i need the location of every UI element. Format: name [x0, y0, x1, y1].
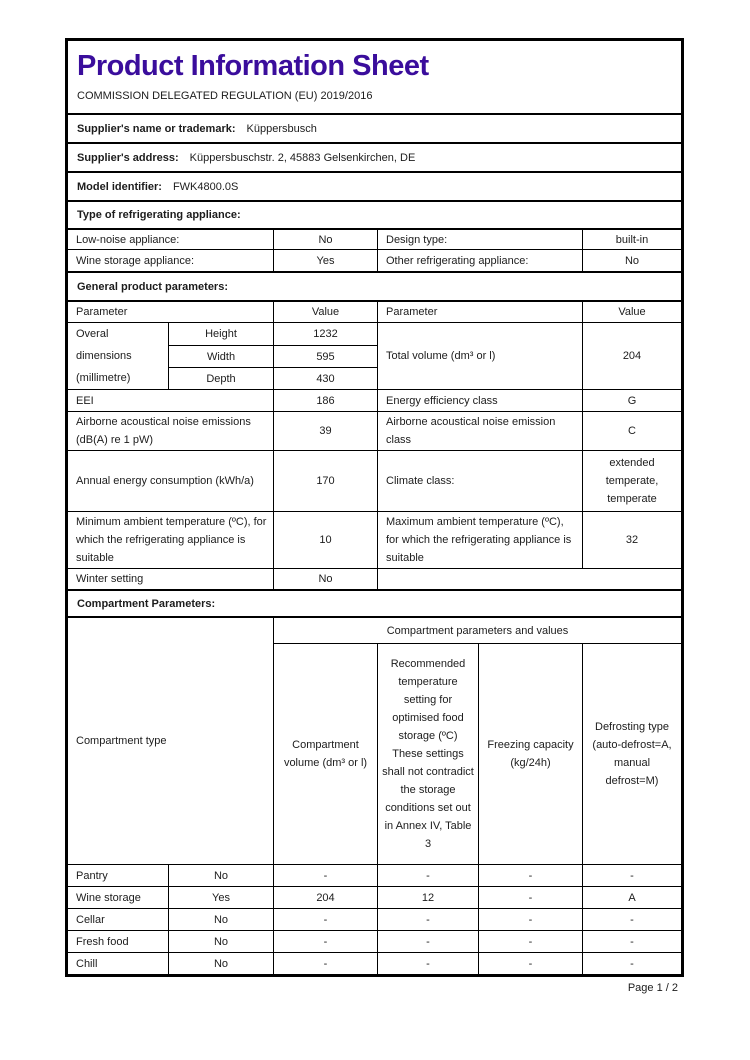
title-block — [68, 41, 681, 113]
eei-value: 186 — [273, 390, 377, 411]
compartment-section-heading: Compartment Parameters: — [68, 589, 681, 616]
climate-class-label: Climate class: — [377, 451, 582, 511]
compartment-defrost-cell: - — [582, 865, 681, 886]
wine-appliance-value: Yes — [273, 250, 377, 271]
compartment-freezing-cell: - — [478, 865, 582, 886]
supplier-address-label: Supplier's address: — [77, 151, 179, 164]
regulation-subtitle: COMMISSION DELEGATED REGULATION (EU) 2019/2016 — [77, 90, 373, 102]
model-identifier-row — [68, 171, 681, 200]
compartment-type-cell: Cellar — [76, 913, 105, 926]
model-identifier-label: Model identifier: — [77, 180, 162, 193]
compartment-defrost-cell: - — [582, 909, 681, 930]
compartment-freezing-cell: - — [478, 909, 582, 930]
compartment-present-cell: No — [168, 909, 273, 930]
compartment-defrost-cell: A — [582, 887, 681, 908]
depth-value: 430 — [273, 367, 377, 389]
compartment-temp-cell: - — [377, 909, 478, 930]
energy-class-value: G — [582, 390, 681, 411]
compartment-present-cell: No — [168, 865, 273, 886]
supplier-address-row — [68, 142, 681, 171]
depth-label: Depth — [168, 367, 273, 389]
compartment-row-cellar — [68, 908, 681, 930]
compartment-temp-cell: 12 — [377, 887, 478, 908]
compartment-defrost-cell: - — [582, 953, 681, 974]
width-label: Width — [168, 345, 273, 367]
supplier-name-label: Supplier's name or trademark: — [77, 122, 236, 135]
noise-value: 39 — [273, 412, 377, 450]
height-label: Height — [168, 323, 273, 345]
eei-row — [68, 389, 681, 411]
compartment-temp-cell: - — [377, 953, 478, 974]
compartment-present-cell: No — [168, 953, 273, 974]
compartment-group-header: Compartment parameters and values — [273, 618, 681, 643]
other-appliance-value: No — [582, 250, 681, 271]
compartment-type-cell: Wine storage — [76, 891, 141, 904]
noise-row — [68, 411, 681, 450]
low-noise-label: Low-noise appliance: — [76, 233, 180, 246]
compartment-volume-cell: - — [273, 909, 377, 930]
compartment-present-cell: Yes — [168, 887, 273, 908]
noise-class-value: C — [582, 412, 681, 450]
max-temp-label: Maximum ambient temperature (ºC), for which the refrigerating appliance is suitable — [377, 512, 582, 568]
compartment-freezing-cell: - — [478, 931, 582, 952]
noise-label: Airborne acoustical noise emissions (dB(A) re 1 pW) — [76, 416, 251, 446]
low-noise-row — [68, 228, 681, 249]
winter-setting-row — [68, 568, 681, 589]
winter-setting-label: Winter setting — [76, 573, 144, 585]
compartment-volume-header: Compartment volume (dm³ or l) — [273, 643, 377, 864]
compartment-freezing-cell: - — [478, 953, 582, 974]
winter-setting-empty-cell — [377, 569, 681, 589]
type-section-heading: Type of refrigerating appliance: — [68, 200, 681, 228]
noise-class-label: Airborne acoustical noise emission class — [377, 412, 582, 450]
compartment-row-pantry — [68, 864, 681, 886]
compartment-freezing-cell: - — [478, 887, 582, 908]
eei-label: EEI — [76, 394, 94, 407]
compartment-type-cell: Chill — [76, 957, 98, 970]
compartment-table-header — [68, 616, 681, 864]
parameter-header-row — [68, 300, 681, 322]
compartment-row-chill — [68, 952, 681, 974]
dimensions-label: Overal dimensions (millimetre) — [76, 328, 132, 384]
total-volume-label: Total volume (dm³ or l) — [377, 323, 582, 389]
product-information-sheet — [65, 38, 684, 977]
min-temp-label: Minimum ambient temperature (ºC), for which the refrigerating appliance is suitable — [76, 516, 267, 564]
width-value: 595 — [273, 345, 377, 367]
recommended-temperature-header: Recommended temperature setting for optimised food storage (ºC) These settings shall not contradict the storage conditions set out in Annex IV, Table 3 — [377, 643, 478, 864]
wine-appliance-label: Wine storage appliance: — [76, 254, 195, 267]
wine-storage-appliance-row — [68, 249, 681, 271]
supplier-address-value: Küppersbuschstr. 2, 45883 Gelsenkirchen, DE — [189, 151, 416, 164]
compartment-type-cell: Pantry — [76, 869, 108, 882]
defrosting-type-header: Defrosting type (auto-defrost=A, manual defrost=M) — [582, 643, 681, 864]
compartment-type-header: Compartment type — [76, 735, 167, 747]
compartment-volume-cell: 204 — [273, 887, 377, 908]
model-identifier-value: FWK4800.0S — [172, 180, 239, 193]
parameter-header-1: Parameter — [76, 306, 128, 318]
compartment-defrost-cell: - — [582, 931, 681, 952]
min-temp-value: 10 — [273, 512, 377, 568]
freezing-capacity-header: Freezing capacity (kg/24h) — [478, 643, 582, 864]
parameter-header-2: Parameter — [377, 302, 582, 322]
general-section-heading: General product parameters: — [68, 271, 681, 300]
compartment-temp-cell: - — [377, 865, 478, 886]
winter-setting-value: No — [273, 569, 377, 589]
dimensions-block — [68, 322, 681, 389]
page-number: Page 1 / 2 — [627, 982, 678, 994]
value-header-1: Value — [273, 302, 377, 322]
compartment-row-fresh-food — [68, 930, 681, 952]
supplier-name-row — [68, 113, 681, 142]
total-volume-value: 204 — [582, 323, 681, 389]
compartment-type-cell: Fresh food — [76, 935, 129, 948]
compartment-volume-cell: - — [273, 865, 377, 886]
compartment-volume-cell: - — [273, 953, 377, 974]
compartment-present-cell: No — [168, 931, 273, 952]
low-noise-value: No — [273, 230, 377, 249]
compartment-row-wine-storage — [68, 886, 681, 908]
energy-class-label: Energy efficiency class — [377, 390, 582, 411]
max-temp-value: 32 — [582, 512, 681, 568]
energy-consumption-label: Annual energy consumption (kWh/a) — [76, 475, 254, 487]
value-header-2: Value — [582, 302, 681, 322]
energy-consumption-value: 170 — [273, 451, 377, 511]
climate-class-value: extended temperate, temperate — [582, 451, 681, 511]
design-type-label: Design type: — [377, 230, 582, 249]
ambient-temperature-row — [68, 511, 681, 568]
energy-consumption-row — [68, 450, 681, 511]
supplier-name-value: Küppersbusch — [246, 122, 317, 135]
other-appliance-label: Other refrigerating appliance: — [377, 250, 582, 271]
height-value: 1232 — [273, 323, 377, 345]
page-title: Product Information Sheet — [77, 50, 429, 82]
design-type-value: built-in — [582, 230, 681, 249]
compartment-temp-cell: - — [377, 931, 478, 952]
compartment-volume-cell: - — [273, 931, 377, 952]
